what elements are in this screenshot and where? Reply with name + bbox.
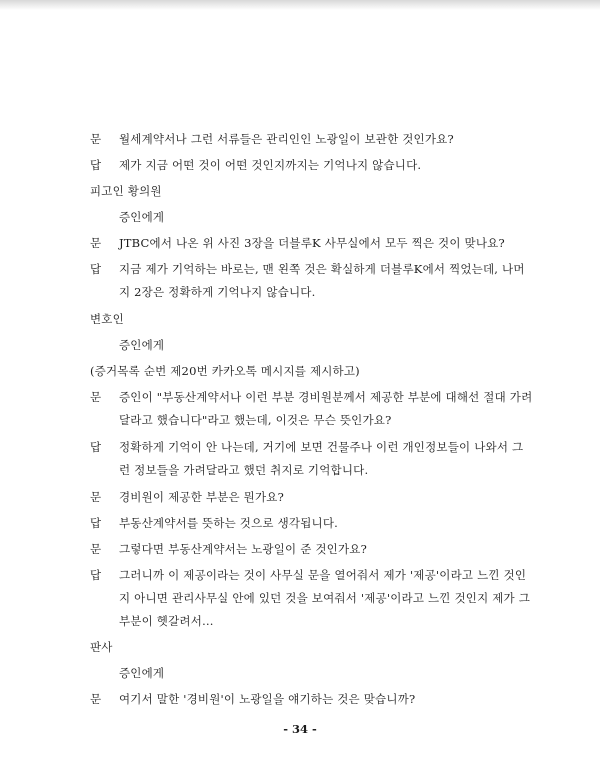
addressee-heading: 증인에게 bbox=[119, 666, 165, 680]
question-text: 월세계약서나 그런 서류들은 관리인인 노광일이 보관한 것인가요? bbox=[119, 132, 454, 146]
question-text: JTBC에서 나온 위 사진 3장을 더블루K 사무실에서 모두 찍은 것이 맞나요? bbox=[119, 236, 505, 250]
answer-text: 제가 지금 어떤 것이 어떤 것인지까지는 기억나지 않습니다. bbox=[119, 158, 422, 172]
speaker-heading: 변호인 bbox=[90, 312, 124, 326]
question-text: 증인이 "부동산계약서나 이런 부분 경비원분께서 제공한 부분에 대해선 절대 가려 bbox=[119, 390, 533, 404]
continuation-text: 부분이 헷갈려서… bbox=[119, 614, 214, 628]
answer-marker: 답 bbox=[90, 568, 102, 582]
question-text: 그렇다면 부동산계약서는 노광일이 준 것인가요? bbox=[119, 542, 367, 556]
answer-marker: 답 bbox=[90, 516, 102, 530]
speaker-heading: 판사 bbox=[90, 640, 113, 654]
speaker-heading: 피고인 황의원 bbox=[90, 184, 162, 198]
answer-marker: 답 bbox=[90, 440, 102, 454]
answer-marker: 답 bbox=[90, 158, 102, 172]
exhibit-note: (증거목록 순번 제20번 카카오톡 메시지를 제시하고) bbox=[90, 364, 360, 378]
question-marker: 문 bbox=[90, 542, 102, 556]
scan-edge-shadow bbox=[0, 0, 600, 10]
continuation-text: 런 정보들을 가려달라고 했던 취지로 기억합니다. bbox=[119, 463, 369, 477]
answer-text: 지금 제가 기억하는 바로는, 맨 왼쪽 것은 확실하게 더블루K에서 찍었는데, 나머 bbox=[119, 262, 525, 276]
answer-text: 그러니까 이 제공이라는 것이 사무실 문을 열어줘서 제가 '제공'이라고 느낀 것인 bbox=[119, 568, 527, 582]
question-marker: 문 bbox=[90, 132, 102, 146]
answer-marker: 답 bbox=[90, 262, 102, 276]
continuation-text: 달라고 했습니다"라고 했는데, 이것은 무슨 뜻인가요? bbox=[119, 413, 392, 427]
addressee-heading: 증인에게 bbox=[119, 338, 165, 352]
question-marker: 문 bbox=[90, 692, 102, 706]
answer-text: 정확하게 기억이 안 나는데, 거기에 보면 건물주나 이런 개인정보들이 나와서 그 bbox=[119, 440, 524, 454]
question-text: 경비원이 제공한 부분은 뭔가요? bbox=[119, 490, 284, 504]
question-marker: 문 bbox=[90, 490, 102, 504]
continuation-text: 지 아니면 관리사무실 안에 있던 것을 보여줘서 '제공'이라고 느낀 것인지 제가 그 bbox=[119, 591, 531, 605]
addressee-heading: 증인에게 bbox=[119, 210, 165, 224]
question-marker: 문 bbox=[90, 390, 102, 404]
question-marker: 문 bbox=[90, 236, 102, 250]
page-number: - 34 - bbox=[283, 722, 317, 736]
answer-text: 부동산계약서를 뜻하는 것으로 생각됩니다. bbox=[119, 516, 338, 530]
continuation-text: 지 2장은 정확하게 기억나지 않습니다. bbox=[119, 285, 316, 299]
question-text: 여기서 말한 '경비원'이 노광일을 얘기하는 것은 맞습니까? bbox=[119, 692, 416, 706]
